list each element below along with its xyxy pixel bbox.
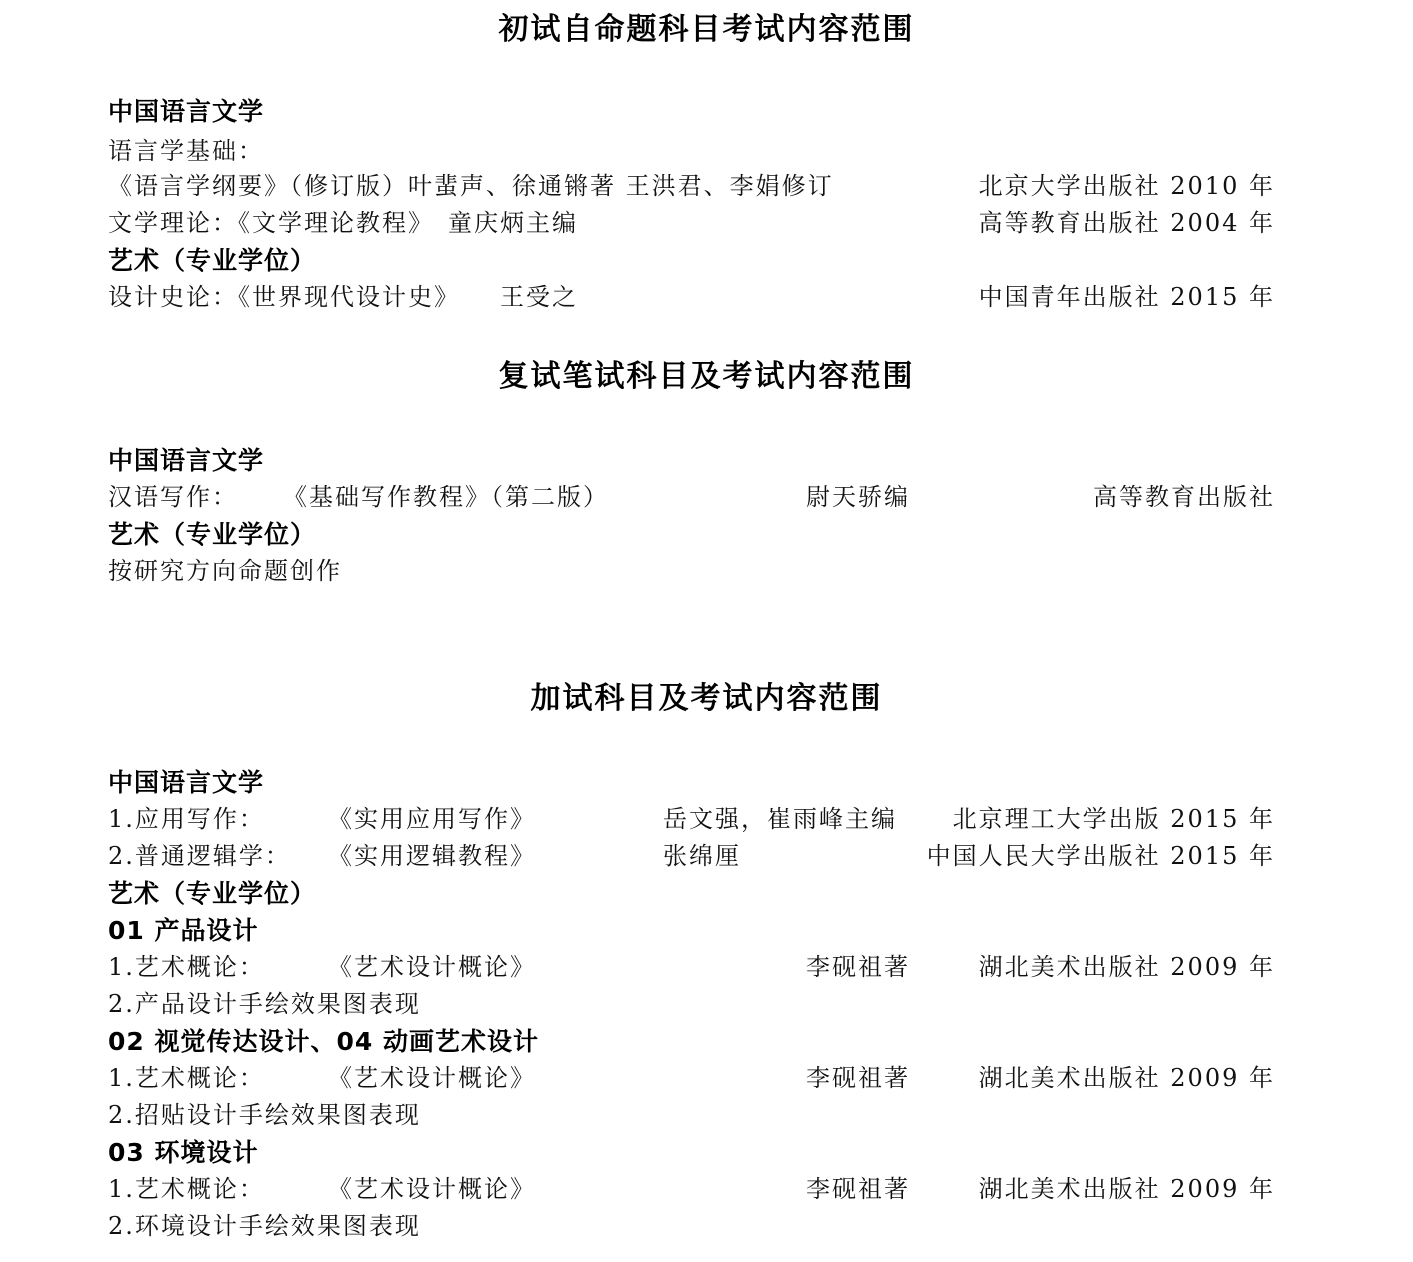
direction-heading-product-design: 01 产品设计 [108, 916, 259, 945]
exam-entry-text: 按研究方向命题创作 [108, 557, 342, 585]
section-title-retest: 复试笔试科目及考试内容范围 [498, 359, 915, 394]
book-entry [108, 838, 1275, 875]
subject-heading-art: 艺术（专业学位） [108, 879, 317, 908]
book-entry-publisher: 湖北美术出版社 2009 年 [978, 1175, 1275, 1203]
book-entry [108, 279, 1275, 316]
subject-heading-art: 艺术（专业学位） [108, 520, 317, 549]
book-entry-author: 岳文强，崔雨峰主编 [663, 805, 897, 833]
direction-heading-environment-design: 03 环境设计 [108, 1138, 259, 1167]
book-entry-author: 李砚祖著 [806, 953, 910, 981]
book-entry-author: 李砚祖著 [806, 1175, 910, 1203]
book-entry-text: 文学理论：《文学理论教程》 童庆炳主编 [108, 209, 578, 237]
book-entry-author: 尉天骄编 [806, 483, 910, 511]
section-title-additional: 加试科目及考试内容范围 [530, 681, 883, 716]
book-entry-label: 2.普通逻辑学： [108, 842, 291, 870]
book-entry [108, 1060, 1275, 1097]
book-entry-publisher: 湖北美术出版社 2009 年 [978, 1064, 1275, 1092]
book-entry-publisher: 高等教育出版社 [1093, 483, 1275, 511]
book-entry-label: 1.艺术概论： [108, 1064, 265, 1092]
book-entry [108, 168, 1275, 205]
book-entry-title: 《实用应用写作》 [328, 805, 536, 833]
section-title-preliminary: 初试自命题科目考试内容范围 [498, 12, 915, 47]
book-entry-label: 1.艺术概论： [108, 953, 265, 981]
book-entry [108, 1171, 1275, 1208]
book-entry [108, 801, 1275, 838]
book-entry-title: 《艺术设计概论》 [328, 1064, 536, 1092]
exam-entry-text: 2.招贴设计手绘效果图表现 [108, 1101, 421, 1129]
book-entry-publisher: 中国青年出版社 2015 年 [978, 283, 1275, 311]
subject-heading-chinese-literature: 中国语言文学 [108, 768, 265, 797]
book-entry [108, 479, 1275, 516]
subject-heading-chinese-literature: 中国语言文学 [108, 97, 265, 126]
book-entry-author: 李砚祖著 [806, 1064, 910, 1092]
exam-entry-text: 2.环境设计手绘效果图表现 [108, 1212, 421, 1240]
book-entry [108, 949, 1275, 986]
exam-entry-text: 2.产品设计手绘效果图表现 [108, 990, 421, 1018]
book-entry-title: 《艺术设计概论》 [328, 1175, 536, 1203]
book-entry-publisher: 北京理工大学出版 2015 年 [952, 805, 1275, 833]
book-entry-title: 《实用逻辑教程》 [328, 842, 536, 870]
book-entry-publisher: 北京大学出版社 2010 年 [978, 172, 1275, 200]
book-entry-label: 1.艺术概论： [108, 1175, 265, 1203]
subject-intro-linguistics: 语言学基础： [108, 137, 264, 165]
book-entry-label: 1.应用写作： [108, 805, 265, 833]
subject-heading-art: 艺术（专业学位） [108, 246, 317, 275]
direction-heading-visual-animation: 02 视觉传达设计、04 动画艺术设计 [108, 1027, 539, 1056]
book-entry-text: 设计史论：《世界现代设计史》 王受之 [108, 283, 578, 311]
book-entry-publisher: 高等教育出版社 2004 年 [978, 209, 1275, 237]
book-entry-title: 《基础写作教程》（第二版） [283, 483, 609, 511]
book-entry-text: 《语言学纲要》（修订版）叶蜚声、徐通锵著 王洪君、李娟修订 [108, 172, 834, 200]
subject-heading-chinese-literature: 中国语言文学 [108, 446, 265, 475]
book-entry-author: 张绵厘 [663, 842, 741, 870]
book-entry-publisher: 湖北美术出版社 2009 年 [978, 953, 1275, 981]
book-entry-title: 《艺术设计概论》 [328, 953, 536, 981]
book-entry-label: 汉语写作： [108, 483, 238, 511]
book-entry [108, 205, 1275, 242]
book-entry-publisher: 中国人民大学出版社 2015 年 [926, 842, 1275, 870]
